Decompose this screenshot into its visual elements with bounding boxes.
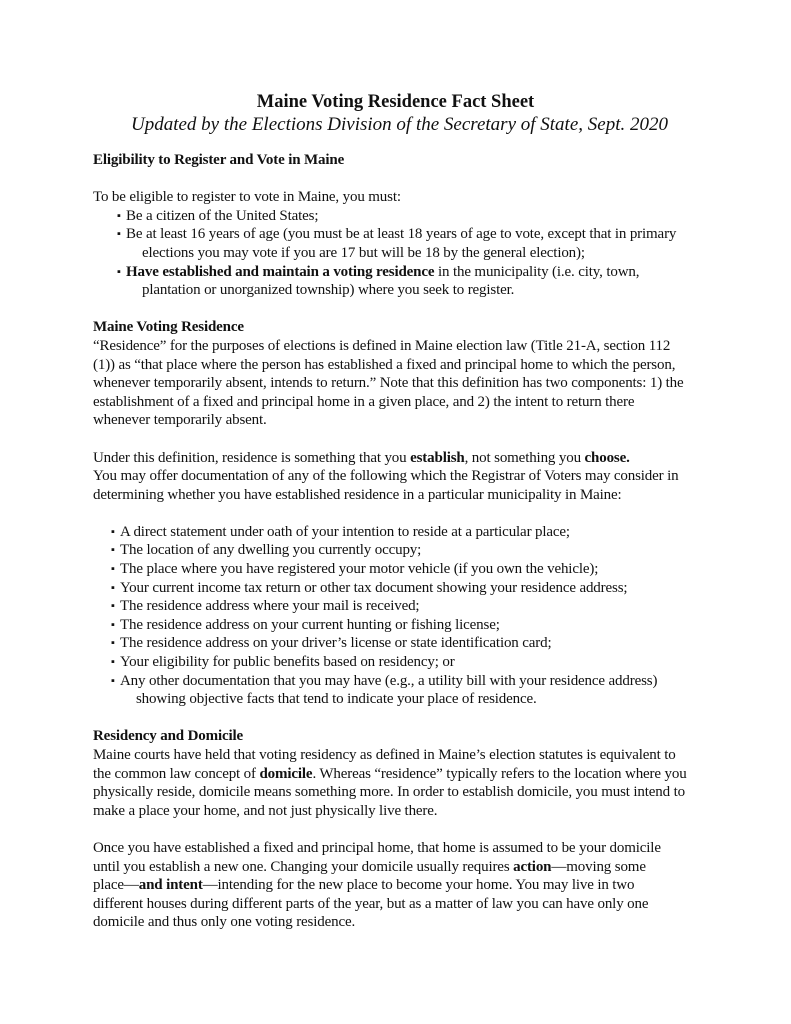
list-item <box>111 597 703 616</box>
bullet-icon: ▪ <box>111 674 115 687</box>
list-item <box>111 616 703 635</box>
list-item-bold-text: Have established and maintain a voting residence <box>126 263 435 280</box>
paragraph-line: determining whether you have established residence in a particular municipality in Maine: <box>93 486 622 503</box>
bold-establish: establish <box>410 449 465 466</box>
section-domicile <box>93 727 703 932</box>
list-item-text: Be a citizen of the United States; <box>126 207 319 224</box>
paragraph-line: make a place your home, and not just physically live there. <box>93 802 438 819</box>
text-run: . Whereas “residence” typically refers to the location where you <box>312 765 687 782</box>
bullet-icon: ▪ <box>111 637 115 650</box>
bullet-icon: ▪ <box>111 581 115 594</box>
list-item <box>111 541 703 560</box>
list-item-text: The location of any dwelling you currently occupy; <box>120 542 422 559</box>
paragraph-line: (1)) as “that place where the person has established a fixed and principal home to which the person, <box>93 356 676 373</box>
list-item <box>111 523 703 542</box>
list-item-text: in the municipality (i.e. city, town, <box>434 263 640 280</box>
document-subtitle: Updated by the Elections Division of the Secretary of State, Sept. 2020 <box>131 114 668 135</box>
bullet-icon: ▪ <box>111 563 115 576</box>
paragraph-line: physically reside, domicile means something more. In order to establish domicile, you must intend to <box>93 784 685 801</box>
list-item-text: The place where you have registered your motor vehicle (if you own the vehicle); <box>120 561 599 578</box>
section-heading-eligibility: Eligibility to Register and Vote in Maine <box>93 152 345 168</box>
list-item <box>111 672 703 709</box>
list-item-text: The residence address where your mail is received; <box>120 598 420 615</box>
bold-domicile: domicile <box>259 765 313 782</box>
list-item <box>111 634 703 653</box>
list-item-text: Be at least 16 years of age (you must be at least 18 years of age to vote, except that in primary <box>126 226 677 243</box>
section-eligibility <box>93 151 703 300</box>
document-title: Maine Voting Residence Fact Sheet <box>256 92 535 112</box>
document-body <box>93 151 703 932</box>
list-item-text: The residence address on your driver’s license or state identification card; <box>120 635 552 652</box>
list-item <box>111 579 703 598</box>
list-item <box>117 225 703 262</box>
paragraph-line: whenever temporarily absent, intends to return.” Note that this definition has two components: 1) the <box>93 375 684 392</box>
paragraph-line <box>93 876 703 895</box>
paragraph-line <box>93 449 703 468</box>
text-run: the common law concept of <box>93 765 260 782</box>
section-voting-residence <box>93 318 703 708</box>
paragraph-line: Once you have established a fixed and principal home, that home is assumed to be your domicile <box>93 839 661 856</box>
list-item-text: The residence address on your current hunting or fishing license; <box>120 616 500 633</box>
list-item-text: A direct statement under oath of your intention to reside at a particular place; <box>120 523 570 540</box>
section-heading-domicile: Residency and Domicile <box>93 728 244 745</box>
list-item <box>111 653 703 672</box>
text-run: Under this definition, residence is something that you <box>93 449 411 466</box>
paragraph-line: domicile and thus only one voting residence. <box>93 914 356 931</box>
bullet-icon: ▪ <box>111 600 115 613</box>
text-run: , not something you <box>464 449 585 466</box>
paragraph-line: different houses during different parts of the year, but as a matter of law you can have only one <box>93 895 649 912</box>
section-heading-voting-residence: Maine Voting Residence <box>93 319 244 336</box>
bullet-icon: ▪ <box>111 525 115 538</box>
bullet-icon: ▪ <box>117 228 121 241</box>
paragraph-line: Maine courts have held that voting residency as defined in Maine’s election statutes is equivalent to <box>93 747 676 763</box>
text-run: —intending for the new place to become your home. You may live in two <box>202 877 635 894</box>
paragraph-line: “Residence” for the purposes of elections is defined in Maine election law (Title 21-A, section 112 <box>93 337 671 354</box>
text-run: place— <box>93 877 139 894</box>
list-item-text: Any other documentation that you may have (e.g., a utility bill with your residence address) <box>120 672 658 689</box>
bullet-icon: ▪ <box>111 618 115 631</box>
bullet-icon: ▪ <box>117 265 121 278</box>
list-item-text: Your current income tax return or other tax document showing your residence address; <box>120 579 628 596</box>
bold-and-intent: and intent <box>138 877 203 894</box>
list-item <box>117 207 703 226</box>
bold-action: action <box>513 858 552 875</box>
paragraph-line: whenever temporarily absent. <box>93 412 267 429</box>
list-item-text-continued: elections you may vote if you are 17 but will be 18 by the general election); <box>142 244 585 261</box>
paragraph-line <box>93 765 703 784</box>
eligibility-list <box>93 207 703 300</box>
eligibility-intro: To be eligible to register to vote in Maine, you must: <box>93 189 401 206</box>
bullet-icon: ▪ <box>111 656 115 669</box>
list-item-text-continued: showing objective facts that tend to indicate your place of residence. <box>136 691 537 708</box>
list-item-text: Your eligibility for public benefits based on residency; or <box>120 654 455 671</box>
documentation-list <box>93 523 703 709</box>
list-item <box>117 263 703 300</box>
paragraph-line: You may offer documentation of any of the following which the Registrar of Voters may consider in <box>93 468 679 485</box>
bullet-icon: ▪ <box>117 209 121 222</box>
title-block <box>0 91 791 137</box>
bullet-icon: ▪ <box>111 544 115 557</box>
paragraph-line: establishment of a fixed and principal home in a given place, and 2) the intent to return there <box>93 393 635 410</box>
text-run: until you establish a new one. Changing your domicile usually requires <box>93 858 514 875</box>
text-run: —moving some <box>551 858 646 875</box>
bold-choose: choose. <box>584 449 630 466</box>
paragraph-line <box>93 858 703 877</box>
list-item-text-continued: plantation or unorganized township) where you seek to register. <box>142 282 515 299</box>
list-item <box>111 560 703 579</box>
